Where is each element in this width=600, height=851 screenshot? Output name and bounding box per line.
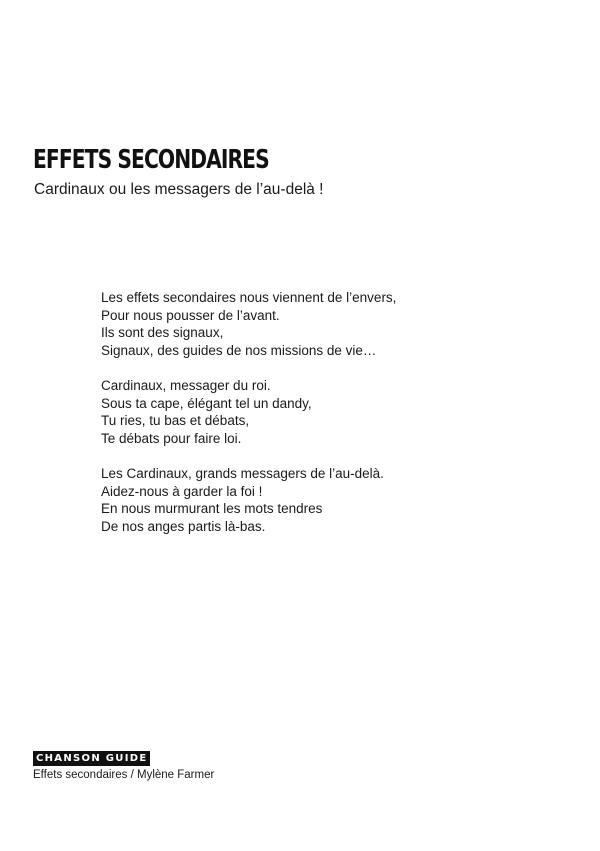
page-subtitle: Cardinaux ou les messagers de l’au-delà ! [34, 181, 324, 198]
lyric-line: Cardinaux, messager du roi. [101, 377, 271, 393]
stanza-2 [101, 377, 396, 447]
lyric-line: Sous ta cape, élégant tel un dandy, [101, 395, 312, 411]
lyric-line: Pour nous pousser de l’avant. [101, 307, 280, 323]
page-title: EFFETS SECONDAIRES [33, 145, 269, 175]
lyric-line: Les Cardinaux, grands messagers de l’au-delà. [101, 465, 384, 481]
lyric-line: De nos anges partis là-bas. [101, 518, 266, 534]
footer-caption: Effets secondaires / Mylène Farmer [33, 769, 215, 781]
lyric-line: En nous murmurant les mots tendres [101, 501, 323, 517]
lyric-line: Aidez-nous à garder la foi ! [101, 483, 263, 499]
lyric-line: Les effets secondaires nous viennent de l’envers, [101, 290, 397, 305]
lyric-line: Tu ries, tu bas et débats, [101, 413, 250, 429]
lyric-line: Ils sont des signaux, [101, 325, 224, 341]
chanson-guide-badge: CHANSON GUIDE [33, 751, 150, 766]
lyric-line: Signaux, des guides de nos missions de vie… [101, 342, 377, 358]
lyrics-body [101, 289, 396, 553]
stanza-3 [101, 465, 396, 535]
lyric-line: Te débats pour faire loi. [101, 430, 242, 446]
stanza-1 [101, 289, 396, 359]
